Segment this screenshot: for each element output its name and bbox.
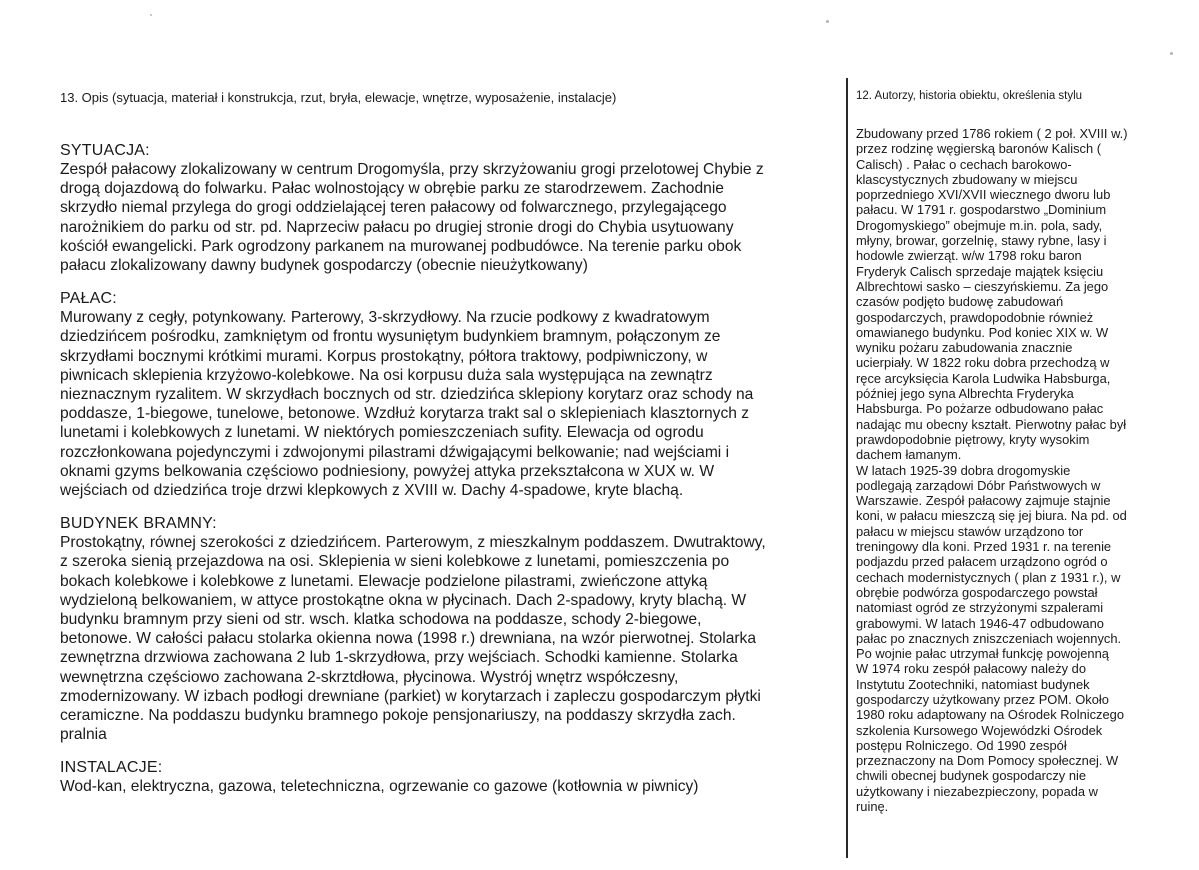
section <box>60 758 835 796</box>
text-line: hodowle zwierząt. w/w 1798 roku baron <box>856 248 1082 264</box>
text-line: bokach kolebkowe i kolebkowe z lunetami. Elewacje podzielone pilastrami, zwieńczone attyką <box>60 572 708 590</box>
text-line: Albrechtowi sasko – cieszyńskiemu. Za jego <box>856 278 1109 294</box>
text-line: postępu Rolniczego. Od 1990 zespół <box>856 737 1067 753</box>
text-line: poddasze, 1-biegowe, tunelowe, betonowe. Wzdłuż korytarza trakt sal o sklepieniach klasztornych z <box>60 405 750 423</box>
text-line: dachem łamanym. <box>856 447 962 463</box>
text-line: Drogomyskiego” obejmuje m.in. pola, sady, <box>856 217 1103 233</box>
text-line: drogą dojazdową do folwarku. Pałac wolnostojący w obrębie parku ze starodrzewem. Zachodnie <box>60 180 724 198</box>
text-line: ręce arcyksięcia Karola Ludwika Habsburga, <box>856 370 1111 386</box>
text-line: Warszawie. Zespół pałacowy zajmuje stajnie <box>856 493 1111 509</box>
text-line: poprzedniego XVI/XVII wiecznego dworu lub <box>856 187 1111 203</box>
text-line: pałacu w miejscu stawów urządzono tor <box>856 523 1084 539</box>
text-line: obrębie podwórza gospodarczego powstał <box>856 584 1098 600</box>
text-line: Zespół pałacowy zlokalizowany w centrum Drogomyśla, przy skrzyżowaniu grogi przelotowej Chybie z <box>60 161 764 178</box>
scan-speck <box>150 14 152 16</box>
text-line: Murowany z cegły, potynkowany. Parterowy, 3-skrzydłowy. Na rzucie podkowy z kwadratowym <box>60 309 710 327</box>
column-divider <box>846 78 848 858</box>
text-line: treningowy dla koni. Przed 1931 r. na terenie <box>856 539 1112 555</box>
history-column <box>856 90 1156 814</box>
text-line: cechach modernistycznych ( plan z 1931 r.), w <box>856 569 1121 585</box>
text-line: pałac po znacznych zniszczeniach wojennych. <box>856 630 1122 646</box>
text-line: ruinę. <box>856 799 889 815</box>
text-line: natomiast ogród ze strzyżonymi szpalerami <box>856 600 1104 616</box>
text-line: betonowe. W całości pałacu stolarka okienna nowa (1998 r.) drewniana, na wzór pierwotnej. Stolarka <box>60 630 757 648</box>
section-title: SYTUACJA: <box>60 142 150 159</box>
text-line: Prostokątny, równej szerokości z dziedzińcem. Parterowym, z mieszkalnym poddaszem. Dwutraktowy, <box>60 534 766 552</box>
text-line: pałacu. W 1791 r. gospodarstwo „Dominium <box>856 202 1107 218</box>
text-line: użytkowany i niezabezpieczony, popada w <box>856 783 1098 799</box>
description-sections <box>60 141 835 797</box>
text-line: podlegają zarządowi Dóbr Państwowych w <box>856 477 1101 493</box>
text-line: nadając mu obecny kształt. Pierwotny pałac był <box>856 416 1127 432</box>
text-line: Zbudowany przed 1786 rokiem ( 2 poł. XVIII w.) <box>856 126 1128 141</box>
text-line: rozczłonkowana pojedynczymi i zdwojonymi pilastrami dźwigającymi belkowanie; nad wejściami i <box>60 443 730 461</box>
text-line: Instytutu Zootechniki, natomiast budynek <box>856 676 1090 692</box>
text-line: szkolenia Kursowego Wojewódzki Ośrodek <box>856 722 1103 738</box>
section-body <box>60 533 835 744</box>
text-line: wewnętrzna częściowo zachowana 2-skrztdłowa, płycinowa. Wystrój wnętrz współczesny, <box>60 668 679 686</box>
description-column <box>60 90 835 811</box>
text-line: Po wojnie pałac utrzymał funkcję powojenną <box>856 646 1109 662</box>
text-line: Habsburga. Po pożarze odbudowano pałac <box>856 401 1104 417</box>
text-line: młyny, browar, gorzelnię, stawy rybne, lasy i <box>856 233 1107 249</box>
text-line: skrzydło niemal przylega do grogi oddzielającej teren pałacowy od folwarcznego, przylegającego <box>60 199 727 217</box>
section-title: PAŁAC: <box>60 290 117 308</box>
text-line: kościół ewangelicki. Park ogrodzony parkanem na murowanej podbudówce. Na terenie parku obok <box>60 237 742 255</box>
text-line: zmodernizowany. W izbach podłogi drewniane (parkiet) w korytarzach i zapleczu gospodarczym płytki <box>60 687 761 705</box>
text-line: Wod-kan, elektryczna, gazowa, teletechniczna, ogrzewanie co gazowe (kotłownia w piwnicy) <box>60 778 699 796</box>
scan-speck <box>1170 52 1173 55</box>
text-line: wydzieloną belkowaniem, w attyce prostokątne okna w płycinach. Dach 2-spadowy, kryty blachą. W <box>60 591 747 609</box>
text-line: przez rodzinę węgierską baronów Kalisch ( <box>856 141 1102 157</box>
text-line: oknami gzyms belkowania częściowo podniesiony, powyżej attyka przekształcona w XUX w. W <box>60 462 715 480</box>
text-line: chwili obecnej budynek gospodarczy nie <box>856 768 1087 784</box>
text-line: nieznacznym ryzalitem. W skrzydłach bocznych od str. dziedzińca sklepiony korytarz oraz schody na <box>60 386 754 404</box>
section-body <box>60 160 835 275</box>
scan-speck <box>826 20 829 23</box>
text-line: omawianego budynku. Pod koniec XIX w. W <box>856 324 1109 340</box>
text-line: ceramiczne. Na poddaszu budynku bramnego pokoje pensjonariuszy, na poddaszy skrzydła zach. <box>60 707 736 725</box>
text-line: z szeroka sienią przejazdowa na osi. Sklepienia w sieni kolebkowe z lunetami, pomieszczenia po <box>60 553 730 571</box>
text-line: lunetami i kolebkowych z lunetami. W niektórych pomieszczeniach sufity. Elewacja od ogrodu <box>60 424 704 442</box>
section-title: BUDYNEK BRAMNY: <box>60 515 217 533</box>
text-line: skrzydłami bocznymi krótkimi murami. Korpus prostokątny, półtora traktowy, podpiwniczony, w <box>60 347 708 365</box>
text-line: W 1974 roku zespół pałacowy należy do <box>856 661 1087 677</box>
section <box>60 289 835 500</box>
text-line: pralnia <box>60 726 107 744</box>
section-body <box>60 777 835 796</box>
text-line: dziedzińcem pośrodku, zamkniętym od frontu wysuniętym budynkiem bramnym, połączonym ze <box>60 328 721 346</box>
text-line: ucierpiały. W 1822 roku dobra przechodzą w <box>856 355 1110 371</box>
text-line: gospodarczych, prawdopodobnie również <box>856 309 1094 325</box>
description-heading: 13. Opis (sytuacja, materiał i konstrukcja, rzut, bryła, elewacje, wnętrze, wyposażenie, instalacje) <box>60 90 617 105</box>
text-line: gospodarczy użytkowany przez POM. Około <box>856 691 1109 707</box>
text-line: budynku bramnym przy sieni od str. wsch. klatka schodowa na poddasze, schody 2-biegowe, <box>60 611 702 629</box>
text-line: przeznaczony na Dom Pomocy społecznej. W <box>856 753 1119 769</box>
text-line: klascystycznych zbudowany w miejscu <box>856 171 1078 187</box>
section <box>60 141 835 275</box>
text-line: Fryderyk Calisch sprzedaje majątek księciu <box>856 263 1104 279</box>
text-line: wejściach od dziedzińca troje drzwi klepkowych z XVIII w. Dachy 4-spadowe, kryte blachą. <box>60 482 684 500</box>
text-line: koni, w pałacu mieszczą się jej biura. Na pd. od <box>856 508 1127 524</box>
section-title: INSTALACJE: <box>60 759 163 777</box>
text-line: później jego syna Albrechta Fryderyka <box>856 386 1074 402</box>
text-line: wyniku pożaru zabudowania znacznie <box>856 340 1073 356</box>
text-line: podjazdu przed pałacem urządzono ogród o <box>856 554 1108 570</box>
history-text <box>856 126 1156 814</box>
text-line: prawdopodobnie piętrowy, kryty wysokim <box>856 431 1090 447</box>
text-line: piwnicach sklepienia krzyżowo-kolebkowe. Na osi korpusu duża sala występująca na zewnątrz <box>60 366 713 384</box>
section <box>60 514 835 744</box>
text-line: pałacu zlokalizowany dawny budynek gospodarczy (obecnie nieużytkowany) <box>60 257 588 275</box>
text-line: zewnętrzna drzwiowa zachowana 2 lub 1-skrzydłowa, przy wejściach. Schodki kamienne. Stolarka <box>60 649 738 667</box>
section-body <box>60 308 835 500</box>
text-line: narożnikiem do parku od str. pd. Naprzeciw pałacu po drugiej stronie drogi do Chybia usytuowany <box>60 218 734 236</box>
text-line: Calisch) . Pałac o cechach barokowo- <box>856 156 1072 172</box>
text-line: 1980 roku adaptowany na Ośrodek Rolniczego <box>856 707 1125 723</box>
text-line: W latach 1925-39 dobra drogomyskie <box>856 462 1071 478</box>
text-line: czasów podjęto budowę zabudowań <box>856 294 1064 310</box>
text-line: grabowymi. W latach 1946-47 odbudowano <box>856 615 1104 631</box>
history-heading: 12. Autorzy, historia obiektu, określenia stylu <box>856 90 1083 102</box>
